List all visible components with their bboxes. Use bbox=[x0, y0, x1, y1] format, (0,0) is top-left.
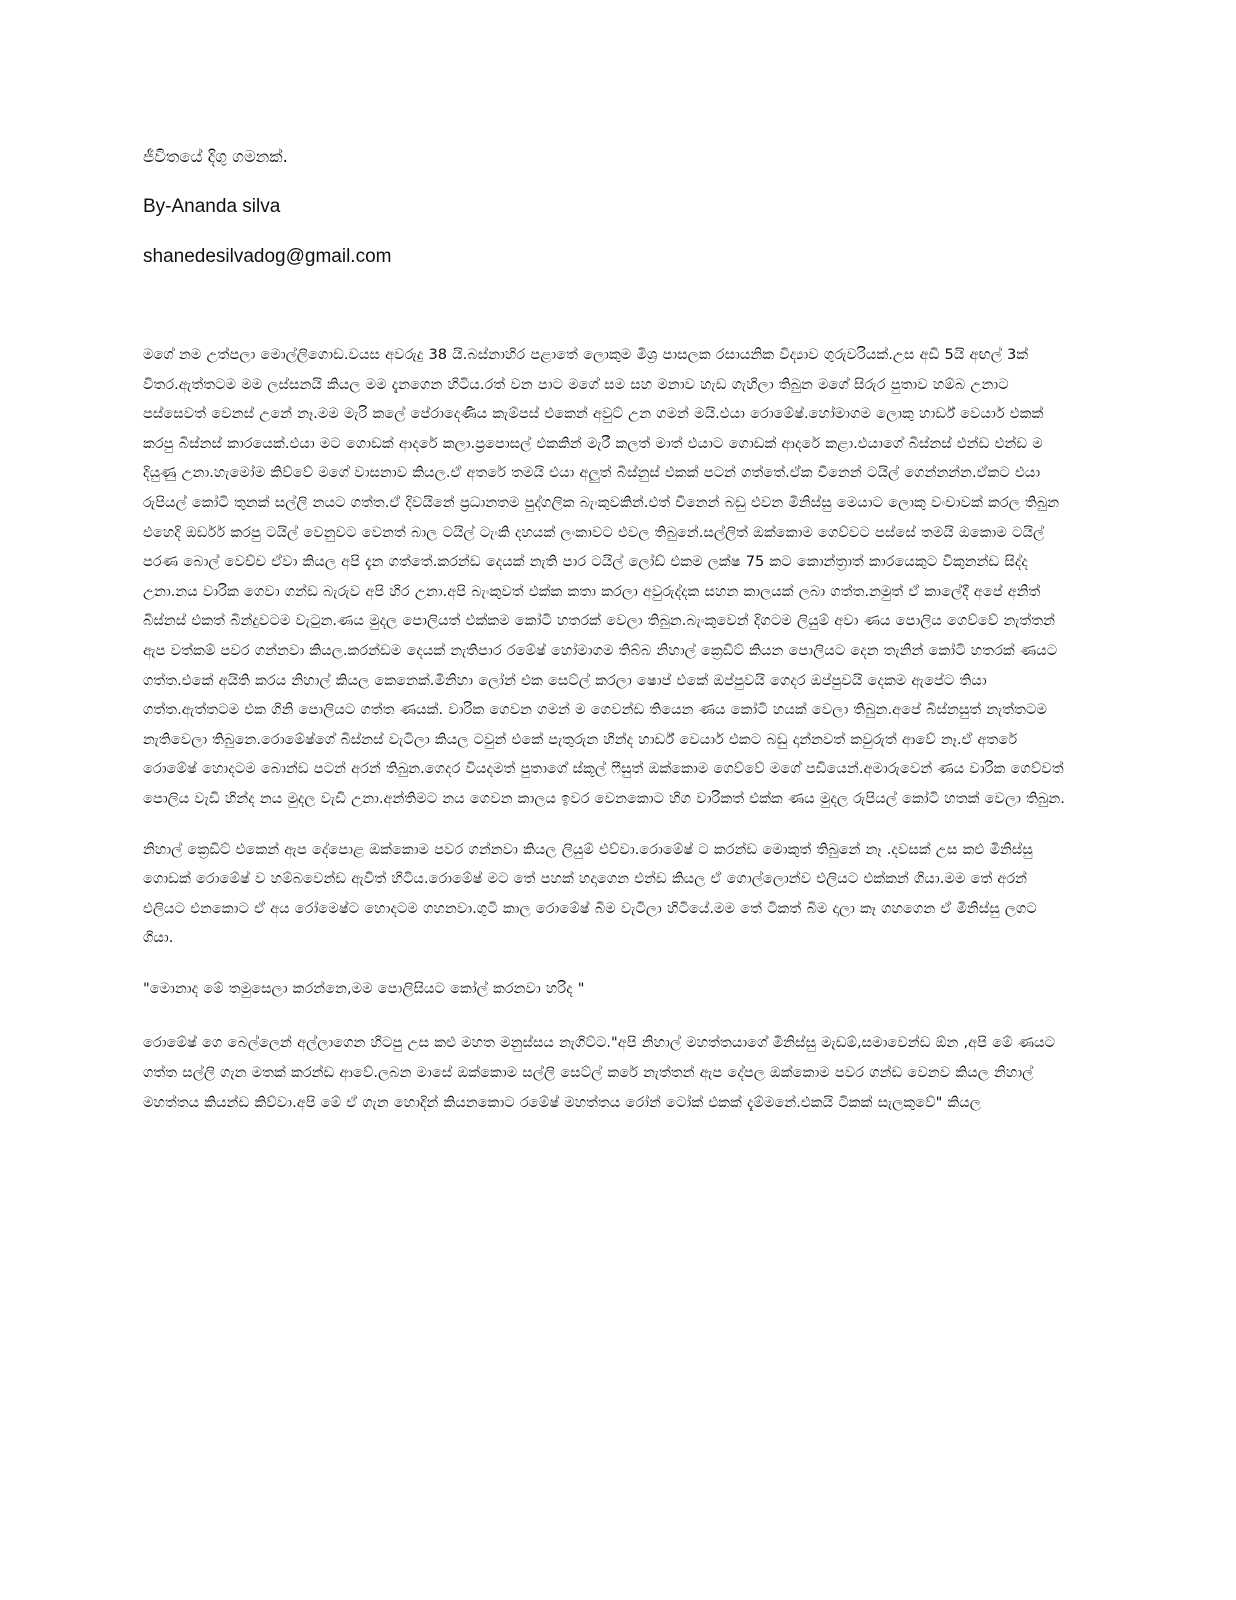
document-title: ජීවිතයේ දිගු ගමනක්. bbox=[143, 147, 288, 166]
paragraph: රොමේෂ් ගෙ බෙල්ලෙන් අල්ලාගෙන හිටපු උස කළු මහත මනුස්සය නැගිට්ට."අපි නිහාල් මහත්තයාගේ මිනිස්සු මැඩම්,සමාවෙන්ඩ ඕන ,අපි මේ ණයට ගත්ත සල්ලි ගැන මතක් කරන්ඩ ආවේ.ලබන මාසේ ඔක්කොම සල්ලි සෙට්ල් කරේ නැත්තන් ඇප දේපල ඔක්කොම පවර ගන්ඩ වෙනව කියල නිහාල් මහත්තය කියන්ඩ කිව්වා.අපි මේ ඒ ගැන හොදින් කියනකොට රමේෂ් මහත්තය රෝන් ටෝක් එකක් දැම්මනේ.එකයි ටිකක් සැලකුවේ" කියල bbox=[143, 1034, 1056, 1111]
author-email: shanedesilvadog@gmail.com bbox=[143, 246, 392, 267]
paragraph: නිහාල් ක්‍රෙඩිට් එකෙන් ඇප දේපොළ ඔක්කොම පවර ගන්නවා කියල ලියුම් එව්වා.රොමේෂ් ට කරන්ඩ මොකුත් තිබුනේ නෑ .දවසක් උස කළු මිනිස්සු ගොඩක් රොමේෂ් ව හම්බවෙන්ඩ ඇවිත් හිටිය.රොමේෂ් මට තේ පහක් හදාගෙන එන්ඩ කියල ඒ ගොල්ලොන්ව එලියට එක්කන් ගියා.මම තේ අරන් එලියට එනකොට ඒ අය රෝමෙෂ්ට හොදටම ගහනවා.ගුටි කාල රොමේෂ් බිම වැටිලා හිටියේ.මම තේ ටිකත් බිම දාලා කෑ ගහගෙන ඒ මිනිස්සු ලගට ගියා. bbox=[143, 840, 1037, 947]
paragraph: මගේ නම උත්පලා මොල්ලිගොඩ.වයස අවරුදු 38 යි.බස්නාහිර පළාතේ ලොකුම මිශ්‍ර පාසලක රසායනික විද්‍යාව ගුරුවරියක්.උස අඩි 5යි අඟල් 3ක් විතර.ඇත්තටම මම ලස්සනයි කියල මම දැනගෙන හිටිය.රත් වන පාට මගේ සම සහ මනාව හැඩ ගැහිලා තිබුන මගේ සිරුර පුතාව හම්බ උනාට පස්සෙවත් වෙනස් උනේ නෑ.මම මැරි කලේ පේරාදෙණිය කැම්පස් එකෙන් අවුට් උන ගමන් මයි.එයා රොමේෂ්.හෝමාගම ලොකු හාර්ඩ් වෙයාර් එකක් කරපු බිස්නස් කාරයෙක්.එයා මට ගොඩක් ආදරේ කලා.ප්‍රපොසල් එකකින් මැරී කලත් මාත් එයාට ගොඩක් ආදරේ කළා.එයාගේ බිස්නස් එන්ඩ එන්ඩ ම දියුණු උනා.හැමෝම කිව්වේ මගේ වාසනාව කියල.ඒ අතරේ තමයි එයා අලුත් බිස්නුස් එකක් පටන් ගත්තේ.ඒක චීනෙන් ටයිල් ගෙන්නන්න.ඒකට එයා රුපියල් කෝටි තුනක් සල්ලි නයට ගත්ත.ඒ දිවයිනේ ප්‍රධානතම පුද්ගලික බැංකුවකින්.එත් චීනෙන් බඩු එවන මිනිස්සු මෙයාට ලොකු වංචාවක් කරල තිබුන එහෙදි ඔර්ඩර් කරපු ටයිල් වෙනුවට වෙනත් බාල ටයිල් ටැංකි දහයක් ලංකාවට එවල තිබුනේ.සල්ලිත් ඔක්කොම ගෙව්වට පස්සේ තමයි ඔකොම ටයිල් පරණ බොල් වෙච්ච ඒවා කියල අපි දැන ගත්තේ.කරන්ඩ දෙයක් නැති පාර ටයිල් ලෝඩ් එකම ලක්ෂ 75 කට කොන්ත්‍රාත් කාරයෙකුට විකුනන්ඩ සිද්ද උනා.නය වාරික ගෙවා ගන්ඩ බැරුව අපි හිර උනා.අපි බැංකුවත් එක්ක කතා කරලා අවුරුද්දක සහන කාලයක් ලබා ගත්ත.නමුත් ඒ කාලේදී අපේ අනිත් බිස්නස් එකත් බින්දුවටම වැටුන.ණය මුදල පොලියත් එක්කම කෝටි හතරක් වෙලා තිබුන.බැංකුවෙන් දිගටම ලියුම් අවා ණය පොලිය ගෙව්වේ නැත්තන් ඇප වත්කම් පවර ගන්නවා කියල.කරන්ඩම දෙයක් නැතිපාර රමේෂ් හෝමාගම තිබ්බ නිහාල් ක්‍රෙඩිට් කියන පොලියට දෙන තැනින් කෝටි හතරක් ණයට ගත්ත.එකේ අයිති කරය නිහාල් කියල කෙනෙක්.මිනිහා ලෝන් එක සෙට්ල් කරලා ෂොප් එකේ ඔප්පුවයි ගෙදර ඔප්පුවයි දෙකම ඇපේට තියා ගත්ත.ඇත්තටම එක ගිනි පොලියට ගත්ත ණයක්. වාරික ගෙවන ගමන් ම ගෙවන්ඩ තියෙන ණය කෝටි හයක් වෙලා තිබුන.අපේ බිස්නසුත් නැත්තටම නැතිවෙලා තිබුනෙ.රොමේෂ්ගේ බිස්නස් වැටිලා කියල ටවුන් එකේ පැතුරුන හින්ද හාර්ඩ් වෙයාර් එකට බඩු දාන්නවත් කවුරුත් ආවේ නෑ.ඒ අතරේ රොමේෂ් හොදටම බොන්ඩ පටන් අරන් තිබුන.ගෙදර වියදමත් පුතාගේ ස්කූල් ෆීසුත් ඔක්කොම ගෙව්වේ මගේ පඩියෙන්.අමාරුවෙන් ණය වාරික ගෙව්වත් පොලිය වැඩි හින්ද නය මුදල වැඩි උනා.අන්තිමට නය ගෙවන කාලය ඉවර වෙනකොට හිග වාරිකත් එක්ක ණය මුදල රුපියල් කෝටි හතක් වෙලා තිබුන. bbox=[143, 346, 1065, 807]
author-byline: By-Ananda silva bbox=[143, 196, 281, 217]
document-body bbox=[143, 340, 1068, 1138]
dialogue-line: "මොනාද මේ තමුසෙලා කරන්නෙ,මම පොලිසියට කෝල් කරනවා හරිද " bbox=[143, 979, 585, 997]
document-header bbox=[143, 145, 1093, 295]
